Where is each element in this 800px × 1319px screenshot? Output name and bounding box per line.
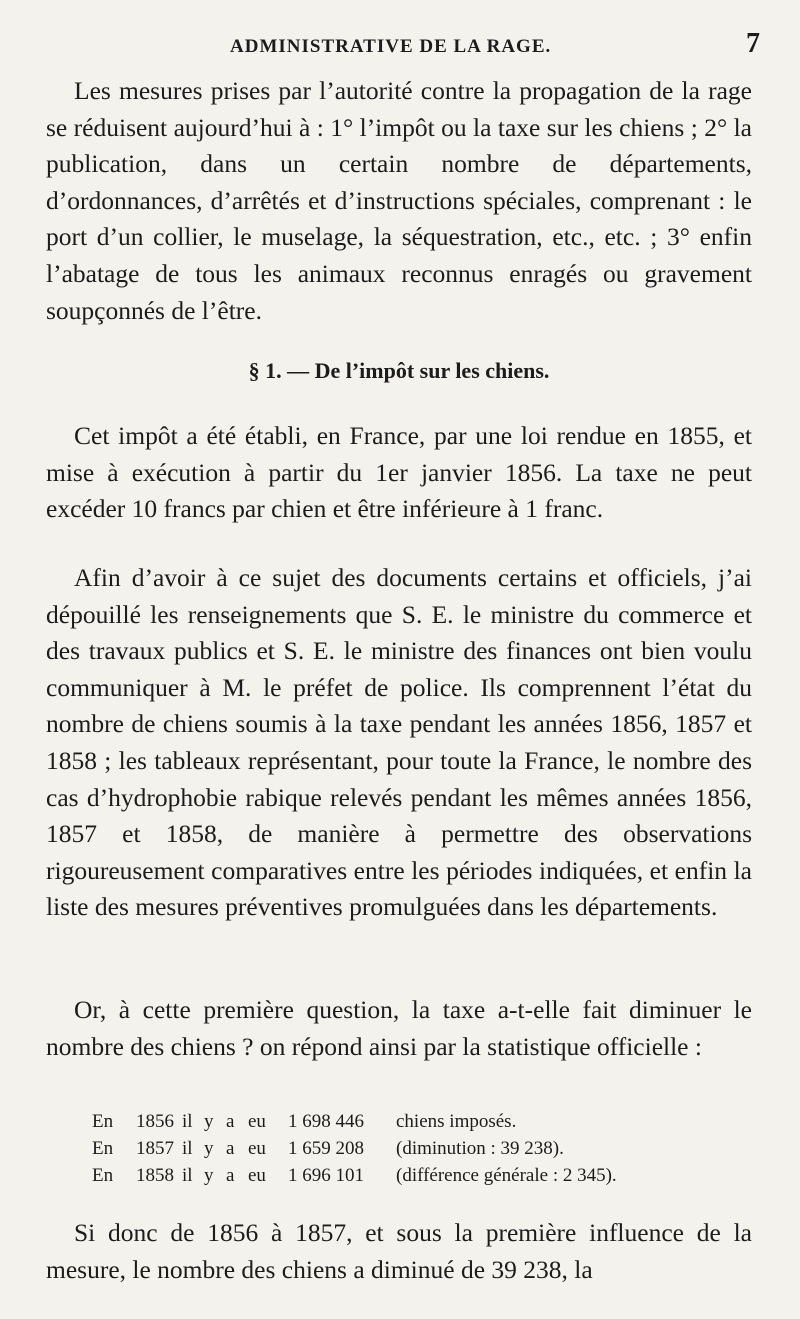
page-number: 7 bbox=[746, 28, 760, 59]
paragraph-text: Les mesures prises par l’autorité contre la propagation de la rage se réduisent aujourd’hui à : 1° l’impôt ou la taxe sur les chiens ; 2° la publication, dans un certain nombre de départements, d’ordonnances, d’arrêtés et d’instructions spéciales, comprenant : le port d’un collier, le muselage, la séquestration, etc., etc. ; 3° enfin l’abatage de tous les animaux reconnus enragés ou gravement soupçonnés de l’être. bbox=[46, 76, 752, 325]
stat-y: y bbox=[204, 1138, 214, 1159]
stat-count: 1 696 101 bbox=[288, 1165, 364, 1186]
stat-row bbox=[92, 1162, 732, 1189]
stat-row bbox=[92, 1108, 732, 1135]
stat-count: 1 659 208 bbox=[288, 1138, 364, 1159]
stat-en: En bbox=[92, 1165, 114, 1186]
stat-y: y bbox=[204, 1165, 214, 1186]
stat-a: a bbox=[226, 1111, 235, 1132]
stat-y: y bbox=[204, 1111, 214, 1132]
stat-eu: eu bbox=[248, 1111, 266, 1132]
paragraph-tax-law bbox=[46, 418, 752, 528]
stat-a: a bbox=[226, 1138, 235, 1159]
paragraph-text: Si donc de 1856 à 1857, et sous la première influence de la mesure, le nombre des chiens a diminué de 39 238, la bbox=[46, 1218, 752, 1284]
stat-eu: eu bbox=[248, 1138, 266, 1159]
stat-il: il bbox=[182, 1138, 193, 1159]
stat-il: il bbox=[182, 1165, 193, 1186]
stat-count: 1 698 446 bbox=[288, 1111, 364, 1132]
stat-en: En bbox=[92, 1138, 114, 1159]
stat-year: 1856 bbox=[136, 1111, 174, 1132]
stat-eu: eu bbox=[248, 1165, 266, 1186]
running-head: ADMINISTRATIVE DE LA RAGE. bbox=[230, 36, 552, 57]
paragraph-measures bbox=[46, 73, 752, 329]
stat-row bbox=[92, 1135, 732, 1162]
stat-note: (différence générale : 2 345). bbox=[396, 1165, 617, 1186]
paragraph-conclusion bbox=[46, 1215, 752, 1288]
paragraph-text: Cet impôt a été établi, en France, par une loi rendue en 1855, et mise à exécution à partir du 1er janvier 1856. La taxe ne peut excéder 10 francs par chien et être inférieure à 1 franc. bbox=[46, 421, 752, 524]
paragraph-question bbox=[46, 992, 752, 1065]
stat-note: chiens imposés. bbox=[396, 1111, 517, 1132]
stat-en: En bbox=[92, 1111, 114, 1132]
paragraph-text: Afin d’avoir à ce sujet des documents certains et officiels, j’ai dépouillé les renseignements que S. E. le ministre du commerce et des travaux publics et S. E. le ministre des finances ont bien voulu communiquer à M. le préfet de police. Ils comprennent l’état du nombre de chiens soumis à la taxe pendant les années 1856, 1857 et 1858 ; les tableaux représentant, pour toute la France, le nombre des cas d’hydrophobie rabique relevés pendant les mêmes années 1856, 1857 et 1858, de manière à permettre des observations rigoureusement comparatives entre les périodes indiquées, et enfin la liste des mesures préventives promulguées dans les départements. bbox=[46, 563, 752, 922]
stat-note: (diminution : 39 238). bbox=[396, 1138, 564, 1159]
section-heading: § 1. — De l’impôt sur les chiens. bbox=[248, 358, 550, 383]
stat-il: il bbox=[182, 1111, 193, 1132]
stat-year: 1858 bbox=[136, 1165, 174, 1186]
stat-a: a bbox=[226, 1165, 235, 1186]
statistics-table bbox=[92, 1108, 732, 1189]
page-header bbox=[70, 28, 760, 66]
paragraph-documents bbox=[46, 560, 752, 926]
paragraph-text: Or, à cette première question, la taxe a-t-elle fait diminuer le nombre des chiens ? on répond ainsi par la statistique officielle : bbox=[46, 995, 752, 1061]
stat-year: 1857 bbox=[136, 1138, 174, 1159]
